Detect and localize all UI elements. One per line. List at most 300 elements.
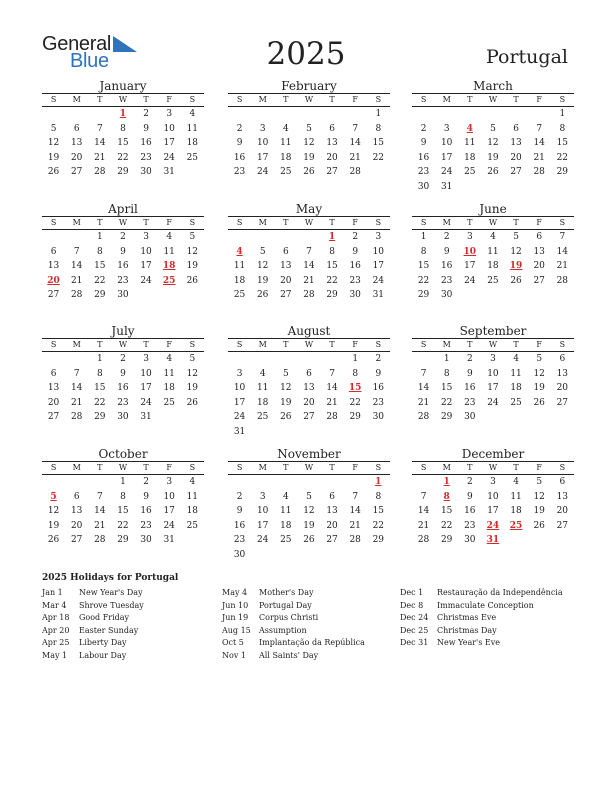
- day-cell: 20: [326, 520, 338, 531]
- week-row: [42, 107, 204, 122]
- holiday-date: Dec 8: [400, 600, 424, 610]
- weekday-label: W: [488, 463, 498, 472]
- day-cell: 26: [533, 397, 545, 408]
- day-cell: 18: [510, 383, 522, 394]
- day-cell: 30: [117, 290, 129, 301]
- weekday-label: T: [513, 218, 519, 227]
- day-cell: 1: [96, 354, 103, 364]
- weekday-label: T: [329, 95, 335, 104]
- day-cell: 4: [282, 491, 289, 502]
- holiday-name: Labour Day: [79, 650, 127, 660]
- day-cell: 30: [417, 181, 430, 192]
- day-cell: 13: [47, 383, 60, 394]
- day-cell: 8: [443, 368, 450, 379]
- week-row: [412, 352, 574, 367]
- day-cell: 21: [533, 152, 545, 163]
- day-cell: 29: [117, 167, 129, 178]
- day-cell: 17: [256, 152, 269, 163]
- day-cell: 21: [349, 152, 361, 163]
- weekday-label: M: [442, 218, 451, 227]
- day-cell: 3: [466, 232, 473, 242]
- day-cell: 29: [417, 290, 430, 301]
- week-row: [412, 475, 574, 490]
- day-cell: [458, 107, 481, 122]
- weekday-header: [228, 338, 390, 352]
- week-row: [412, 107, 574, 122]
- day-cell: 17: [163, 138, 175, 149]
- day-cell: 1: [120, 477, 126, 487]
- day-cell: 10: [487, 491, 499, 502]
- day-cell: 8: [96, 246, 103, 257]
- week-row: [42, 381, 204, 396]
- holiday-day-cell: 1: [375, 477, 382, 487]
- logo-text-blue: Blue: [70, 50, 109, 72]
- day-cell: 29: [440, 535, 453, 546]
- weekday-label: T: [329, 340, 335, 349]
- day-cell: 31: [163, 535, 175, 546]
- day-cell: 9: [352, 246, 359, 257]
- holiday-column: [42, 587, 144, 662]
- day-cell: 7: [96, 123, 103, 134]
- weekday-label: F: [166, 340, 172, 349]
- month-july: [42, 324, 204, 425]
- weekday-label: W: [118, 218, 128, 227]
- weekday-header: [228, 461, 390, 475]
- holiday-date: Nov 1: [222, 650, 246, 660]
- day-cell: 5: [490, 123, 496, 134]
- day-cell: 5: [306, 123, 312, 134]
- day-cell: [42, 475, 65, 490]
- weekday-label: T: [97, 340, 103, 349]
- month-name: August: [287, 324, 331, 338]
- day-cell: 1: [420, 232, 427, 242]
- day-cell: 12: [280, 383, 292, 394]
- day-cell: 20: [47, 397, 60, 408]
- day-cell: 15: [94, 383, 106, 394]
- day-cell: 23: [440, 275, 453, 286]
- day-cell: [181, 165, 204, 180]
- week-row: [42, 136, 204, 151]
- holiday-item: [42, 650, 144, 663]
- week-row: [228, 533, 390, 548]
- day-cell: 17: [464, 261, 476, 272]
- day-cell: 9: [443, 246, 450, 257]
- day-cell: 31: [140, 412, 152, 423]
- day-cell: [367, 425, 390, 440]
- weekday-header: [412, 216, 574, 230]
- day-cell: 17: [372, 261, 385, 272]
- page-title-year: 2025: [266, 36, 346, 72]
- day-cell: 11: [163, 246, 175, 257]
- weekday-label: M: [442, 340, 451, 349]
- day-cell: 3: [166, 477, 173, 487]
- month-january: [42, 79, 204, 180]
- day-cell: 16: [440, 261, 453, 272]
- day-cell: 8: [559, 123, 566, 134]
- day-cell: 6: [50, 368, 57, 379]
- day-cell: 16: [140, 138, 152, 149]
- day-cell: 25: [233, 290, 246, 301]
- weekday-label: W: [304, 463, 314, 472]
- week-row: [42, 352, 204, 367]
- day-cell: 3: [259, 491, 266, 502]
- day-cell: 14: [70, 383, 83, 394]
- day-cell: 13: [556, 491, 569, 502]
- day-cell: 26: [303, 167, 315, 178]
- day-cell: 11: [510, 368, 522, 379]
- day-cell: [65, 352, 88, 367]
- day-cell: 5: [306, 491, 312, 502]
- day-cell: 10: [163, 123, 175, 134]
- day-cell: 3: [490, 354, 496, 364]
- day-cell: 17: [440, 152, 453, 163]
- day-cell: 4: [189, 477, 196, 487]
- day-cell: 15: [417, 261, 430, 272]
- day-cell: 22: [117, 520, 129, 531]
- weekday-label: S: [236, 463, 243, 472]
- day-cell: 28: [94, 167, 106, 178]
- day-cell: 23: [464, 397, 476, 408]
- week-row: [412, 151, 574, 166]
- day-cell: 6: [73, 123, 80, 134]
- week-row: [42, 533, 204, 548]
- weekday-label: S: [236, 218, 243, 227]
- day-cell: 21: [70, 397, 83, 408]
- day-cell: 26: [186, 397, 199, 408]
- weekday-header: [412, 93, 574, 107]
- weekday-label: S: [559, 340, 566, 349]
- day-cell: [321, 425, 344, 440]
- day-cell: 3: [166, 109, 173, 119]
- day-cell: 14: [326, 383, 338, 394]
- weekday-label: F: [536, 463, 542, 472]
- day-cell: 14: [533, 138, 545, 149]
- holiday-day-cell: 4: [236, 246, 243, 257]
- day-cell: 25: [163, 397, 175, 408]
- week-row: [412, 180, 574, 195]
- holiday-date: Oct 5: [222, 638, 244, 647]
- day-cell: 24: [256, 535, 269, 546]
- week-row: [228, 245, 390, 260]
- day-cell: 9: [120, 368, 126, 379]
- day-cell: 24: [140, 397, 152, 408]
- day-cell: 29: [94, 412, 106, 423]
- weekday-label: M: [72, 218, 81, 227]
- weekday-label: W: [304, 95, 314, 104]
- day-cell: 18: [186, 138, 199, 149]
- day-cell: 16: [140, 506, 152, 517]
- weekday-label: F: [536, 218, 542, 227]
- day-cell: [274, 548, 297, 563]
- day-cell: 19: [487, 152, 499, 163]
- day-cell: 22: [440, 520, 453, 531]
- week-row: [228, 475, 390, 490]
- week-row: [42, 490, 204, 505]
- day-cell: 17: [163, 506, 175, 517]
- day-cell: 2: [375, 354, 382, 364]
- day-cell: 29: [349, 412, 361, 423]
- day-cell: 19: [47, 520, 60, 531]
- holiday-day-cell: 25: [509, 520, 523, 531]
- weekday-label: F: [536, 95, 542, 104]
- day-cell: 10: [256, 138, 269, 149]
- holiday-name: Restauração da Independência: [437, 588, 563, 597]
- holiday-date: May 4: [222, 588, 248, 597]
- day-cell: 4: [259, 368, 266, 379]
- day-cell: 28: [556, 275, 569, 286]
- day-cell: 26: [47, 167, 60, 178]
- day-cell: [505, 107, 528, 122]
- holidays-title: 2025 Holidays for Portugal: [42, 573, 179, 583]
- weekday-label: S: [559, 218, 566, 227]
- day-cell: 27: [533, 275, 545, 286]
- day-cell: 2: [120, 354, 126, 364]
- week-row: [412, 274, 574, 289]
- day-cell: 28: [303, 290, 315, 301]
- day-cell: [528, 107, 551, 122]
- day-cell: 28: [417, 412, 430, 423]
- week-row: [412, 122, 574, 137]
- day-cell: [251, 352, 274, 367]
- day-cell: 22: [417, 275, 430, 286]
- day-cell: 14: [70, 261, 83, 272]
- holiday-day-cell: 19: [509, 261, 523, 272]
- day-cell: 15: [117, 138, 129, 149]
- week-row: [412, 381, 574, 396]
- week-row: [412, 259, 574, 274]
- weekday-label: T: [467, 463, 473, 472]
- week-row: [42, 410, 204, 425]
- day-cell: 18: [280, 152, 292, 163]
- day-cell: 30: [372, 412, 385, 423]
- day-cell: 23: [372, 397, 385, 408]
- day-cell: 2: [236, 491, 243, 502]
- week-row: [228, 122, 390, 137]
- day-cell: 5: [282, 368, 289, 379]
- day-cell: 24: [233, 412, 246, 423]
- holiday-name: Good Friday: [79, 613, 130, 622]
- day-cell: 1: [443, 354, 450, 364]
- day-cell: 16: [233, 152, 246, 163]
- day-cell: 6: [329, 123, 335, 134]
- holiday-name: Implantação da República: [259, 638, 365, 647]
- month-name: February: [281, 79, 337, 93]
- day-cell: [251, 475, 274, 490]
- day-cell: 7: [352, 123, 359, 134]
- day-cell: 31: [440, 181, 453, 192]
- week-row: [42, 396, 204, 411]
- weekday-label: S: [559, 463, 566, 472]
- day-cell: [274, 107, 297, 122]
- day-cell: 22: [94, 397, 106, 408]
- day-cell: 24: [163, 152, 175, 163]
- day-cell: 14: [556, 246, 569, 257]
- week-row: [412, 396, 574, 411]
- weekday-header: [412, 338, 574, 352]
- holiday-item: [42, 587, 144, 600]
- day-cell: [412, 475, 435, 490]
- week-row: [42, 165, 204, 180]
- day-cell: 7: [420, 368, 427, 379]
- day-cell: 15: [372, 138, 385, 149]
- weekday-label: F: [166, 95, 172, 104]
- week-row: [412, 136, 574, 151]
- week-row: [412, 288, 574, 303]
- day-cell: 14: [94, 506, 106, 517]
- weekday-label: T: [283, 95, 289, 104]
- day-cell: 21: [556, 261, 569, 272]
- day-cell: 26: [533, 520, 545, 531]
- day-cell: 15: [117, 506, 129, 517]
- week-row: [412, 410, 574, 425]
- day-cell: 21: [94, 152, 106, 163]
- day-cell: 18: [256, 397, 269, 408]
- month-october: [42, 447, 204, 548]
- day-cell: 18: [510, 506, 522, 517]
- day-cell: 2: [120, 232, 126, 242]
- day-cell: 26: [256, 290, 269, 301]
- day-cell: 12: [303, 138, 315, 149]
- holiday-day-cell: 5: [50, 491, 57, 502]
- day-cell: [505, 288, 528, 303]
- day-cell: 4: [513, 354, 519, 364]
- holiday-item: [42, 600, 144, 613]
- weekday-label: M: [72, 340, 81, 349]
- day-cell: [481, 107, 504, 122]
- day-cell: 4: [166, 232, 173, 242]
- day-cell: 6: [50, 246, 57, 257]
- day-cell: 7: [73, 246, 80, 257]
- day-cell: 19: [256, 275, 269, 286]
- day-cell: 5: [259, 246, 266, 257]
- month-june: [412, 202, 574, 303]
- weekday-label: S: [420, 463, 427, 472]
- day-cell: 15: [372, 506, 385, 517]
- month-name: June: [479, 202, 507, 216]
- weekday-label: F: [166, 463, 172, 472]
- week-row: [42, 122, 204, 137]
- day-cell: [321, 475, 344, 490]
- weekday-label: T: [513, 340, 519, 349]
- day-cell: 10: [487, 368, 499, 379]
- weekday-header: [42, 93, 204, 107]
- day-cell: 11: [510, 491, 522, 502]
- weekday-label: S: [420, 340, 427, 349]
- day-cell: 8: [120, 123, 126, 134]
- weekday-label: S: [236, 95, 243, 104]
- day-cell: [251, 425, 274, 440]
- day-cell: 4: [166, 354, 173, 364]
- week-row: [42, 245, 204, 260]
- day-cell: 13: [326, 138, 338, 149]
- day-cell: 19: [303, 152, 315, 163]
- day-cell: 16: [233, 520, 246, 531]
- day-cell: [228, 352, 251, 367]
- week-row: [42, 519, 204, 534]
- day-cell: [551, 288, 574, 303]
- day-cell: [251, 230, 274, 245]
- day-cell: 20: [303, 397, 315, 408]
- day-cell: 16: [464, 506, 476, 517]
- day-cell: 18: [163, 383, 175, 394]
- day-cell: 27: [280, 290, 292, 301]
- day-cell: 2: [466, 354, 473, 364]
- day-cell: 6: [559, 477, 566, 487]
- week-row: [228, 288, 390, 303]
- day-cell: 26: [280, 412, 292, 423]
- day-cell: 31: [233, 426, 246, 437]
- day-cell: 9: [466, 368, 473, 379]
- holiday-day-cell: 1: [119, 109, 127, 119]
- day-cell: 22: [94, 275, 106, 286]
- day-cell: 8: [375, 491, 382, 502]
- month-march: [412, 79, 574, 195]
- day-cell: 28: [94, 535, 106, 546]
- day-cell: 28: [533, 167, 545, 178]
- day-cell: [344, 425, 367, 440]
- day-cell: 31: [372, 290, 385, 301]
- day-cell: [181, 410, 204, 425]
- day-cell: 4: [513, 477, 519, 487]
- holiday-item: [400, 637, 563, 650]
- holiday-item: [42, 637, 144, 650]
- day-cell: 18: [233, 275, 246, 286]
- month-name: April: [108, 202, 138, 216]
- weekday-label: S: [236, 340, 243, 349]
- day-cell: 20: [556, 506, 569, 517]
- holiday-date: May 1: [42, 650, 68, 660]
- day-cell: 14: [94, 138, 106, 149]
- holiday-day-cell: 8: [443, 491, 450, 502]
- day-cell: [412, 107, 435, 122]
- day-cell: 24: [440, 167, 453, 178]
- weekday-label: W: [118, 95, 128, 104]
- weekday-header: [228, 216, 390, 230]
- weekday-label: M: [258, 340, 267, 349]
- day-cell: 8: [120, 491, 126, 502]
- day-cell: 20: [556, 383, 569, 394]
- week-row: [228, 230, 390, 245]
- day-cell: [297, 425, 320, 440]
- day-cell: 21: [349, 520, 361, 531]
- weekday-label: S: [50, 218, 57, 227]
- day-cell: 2: [443, 232, 450, 242]
- day-cell: 13: [70, 138, 83, 149]
- holiday-item: [222, 650, 365, 663]
- day-cell: 28: [70, 412, 83, 423]
- day-cell: 29: [372, 535, 385, 546]
- week-row: [228, 151, 390, 166]
- day-cell: 7: [73, 368, 80, 379]
- weekday-label: W: [488, 340, 498, 349]
- week-row: [42, 367, 204, 382]
- day-cell: [505, 533, 528, 548]
- weekday-label: T: [329, 463, 335, 472]
- day-cell: [88, 107, 111, 122]
- day-cell: 3: [259, 123, 266, 134]
- holiday-name: Portugal Day: [259, 600, 312, 610]
- holiday-name: Easter Sunday: [79, 625, 139, 635]
- day-cell: [65, 107, 88, 122]
- day-cell: 23: [233, 167, 246, 178]
- day-cell: 3: [143, 354, 149, 364]
- week-row: [228, 165, 390, 180]
- day-cell: 24: [256, 167, 269, 178]
- day-cell: 5: [50, 123, 57, 134]
- month-name: December: [461, 447, 525, 461]
- day-cell: 25: [487, 275, 499, 286]
- day-cell: [367, 165, 390, 180]
